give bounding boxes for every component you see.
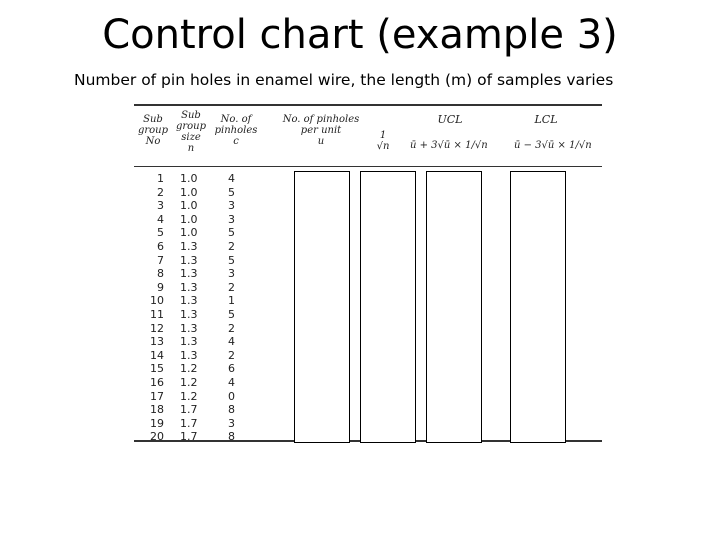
table-cell: 2 [228,239,235,253]
table-cell: 1 [228,294,235,308]
table-cell: 3 [157,199,164,213]
header-line: Sub [143,114,163,125]
header-size [174,110,208,154]
table-cell: 8 [228,430,235,444]
table-cell: 13 [150,335,164,349]
header-size-text [174,110,208,154]
table-header-rule [134,166,602,167]
table-cell: 14 [150,348,164,362]
table-cell: 1.3 [180,280,198,294]
table-cell: 18 [150,403,164,417]
header-line: size [181,132,201,143]
control-chart-table [134,104,602,446]
table-cell: 17 [150,389,164,403]
header-line: √n [376,141,390,152]
page-subtitle: Number of pin holes in enamel wire, the length (m) of samples varies [74,71,614,89]
table-cell: 1.2 [180,362,198,376]
table-cell: 4 [228,335,235,349]
header-line: group [175,121,207,132]
table-cell: 5 [228,253,235,267]
table-cell: 1.7 [180,416,198,430]
header-pinholes-text [214,114,258,147]
table-cell: 1.0 [180,212,198,226]
table-cell: 3 [228,416,235,430]
table-cell: 1.0 [180,226,198,240]
header-ucl: UCL [437,113,463,126]
table-cell: 1.7 [180,430,198,444]
table-cell: 4 [157,212,164,226]
table-cell: 8 [157,267,164,281]
column-subgroup-no [136,172,164,444]
table-top-rule [134,104,602,106]
header-per-unit [276,114,366,147]
table-cell: 5 [228,226,235,240]
table-cell: 15 [150,362,164,376]
table-cell: 1 [157,172,164,185]
table-cell: 6 [228,362,235,376]
page-title: Control chart (example 3) [102,12,618,58]
header-line: Sub [181,110,201,121]
table-cell: 8 [228,403,235,417]
header-subgroup [136,114,170,147]
header-line: per unit [300,125,342,136]
header-line: No. of pinholes [282,114,360,125]
table-cell: 1.2 [180,375,198,389]
table-cell: 2 [228,280,235,294]
table-cell: 10 [150,294,164,308]
header-line: No. of [220,114,252,125]
table-cell: 1.0 [180,172,198,185]
table-cell: 11 [150,307,164,321]
blank-box-lcl [510,171,566,443]
header-line: n [187,143,195,154]
header-line: pinholes [214,125,258,136]
header-line: 1 [379,130,387,141]
table-cell: 3 [228,212,235,226]
blank-box-ucl [426,171,482,443]
table-cell: 1.3 [180,307,198,321]
table-cell: 3 [228,267,235,281]
table-cell: 1.7 [180,403,198,417]
table-cell: 5 [228,307,235,321]
table-cell: 4 [228,172,235,185]
table-cell: 4 [228,375,235,389]
blank-box-inv-sqrt [360,171,416,443]
table-cell: 7 [157,253,164,267]
table-cell: 1.3 [180,267,198,281]
table-cell: 5 [157,226,164,240]
table-cell: 1.0 [180,199,198,213]
table-cell: 2 [157,185,164,199]
header-line: c [233,136,239,147]
table-cell: 1.3 [180,239,198,253]
table-cell: 6 [157,239,164,253]
table-cell: 20 [150,430,164,444]
header-inv-sqrt [368,130,398,152]
table-cell: 1.3 [180,321,198,335]
header-ucl-formula: ū + 3√ū × 1/√n [410,140,488,151]
blank-box-per-unit [294,171,350,443]
table-cell: 1.3 [180,348,198,362]
table-cell: 3 [228,199,235,213]
table-cell: 12 [150,321,164,335]
header-lcl-formula: ū − 3√ū × 1/√n [514,140,592,151]
header-line: No [145,136,161,147]
table-cell: 0 [228,389,235,403]
table-cell: 2 [228,348,235,362]
table-cell: 9 [157,280,164,294]
header-line: u [317,136,325,147]
table-cell: 16 [150,375,164,389]
header-per-unit-text [276,114,366,147]
header-subgroup-text [136,114,170,147]
table-cell: 19 [150,416,164,430]
table-cell: 2 [228,321,235,335]
table-cell: 1.3 [180,253,198,267]
table-cell: 5 [228,185,235,199]
column-pinholes-c [228,172,242,444]
header-line: group [137,125,169,136]
header-lcl: LCL [534,113,558,126]
table-cell: 1.3 [180,294,198,308]
table-cell: 1.0 [180,185,198,199]
table-cell: 1.2 [180,389,198,403]
header-pinholes [214,114,258,147]
header-inv-sqrt-text [368,130,398,152]
table-cell: 1.3 [180,335,198,349]
column-size-n [180,172,206,444]
